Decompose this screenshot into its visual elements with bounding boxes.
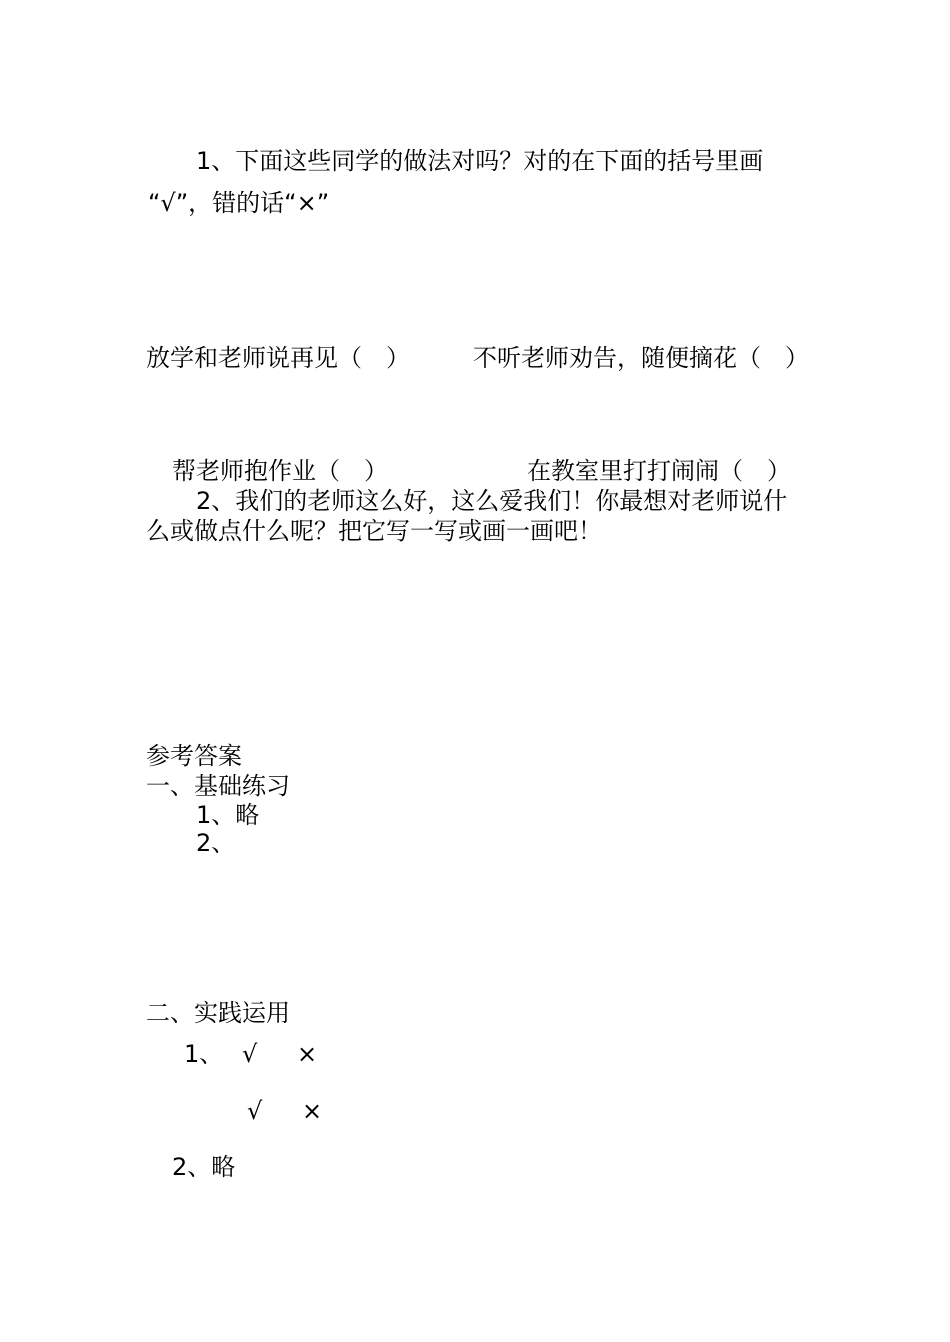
item-say-goodbye: 放学和老师说再见（ ） xyxy=(146,344,410,372)
section2-item2: 2、略 xyxy=(172,1153,236,1181)
section1-item1: 1、略 xyxy=(196,801,260,829)
q2-line2: 么或做点什么呢？把它写一写或画一画吧！ xyxy=(146,517,602,545)
section2-row1-number: 1、 xyxy=(184,1040,224,1068)
q2-line1: 2、我们的老师这么好，这么爱我们！你最想对老师说什 xyxy=(196,487,788,515)
section2-heading: 二、实践运用 xyxy=(146,999,290,1027)
answers-title: 参考答案 xyxy=(146,742,242,770)
item-classroom-play: 在教室里打打闹闹（ ） xyxy=(527,457,791,485)
q1-line2: “√”，错的话“×” xyxy=(148,189,330,217)
section1-item2: 2、 xyxy=(196,829,236,857)
section2-row1-mark-a: √ xyxy=(242,1040,258,1068)
item-pick-flowers: 不听老师劝告，随便摘花（ ） xyxy=(473,344,809,372)
item-carry-homework: 帮老师抱作业（ ） xyxy=(172,457,388,485)
section2-row2-mark-b: × xyxy=(302,1097,323,1125)
q1-line1: 1、下面这些同学的做法对吗？对的在下面的括号里画 xyxy=(196,147,764,175)
section2-row2-mark-a: √ xyxy=(247,1097,263,1125)
section1-heading: 一、基础练习 xyxy=(146,772,290,800)
section2-row1-mark-b: × xyxy=(297,1040,318,1068)
